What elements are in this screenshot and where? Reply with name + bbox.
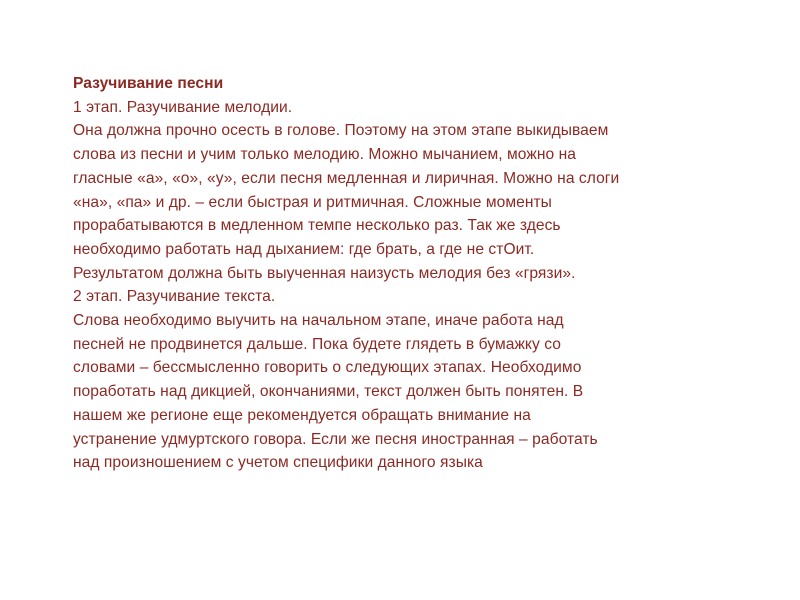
paragraph-line: Она должна прочно осесть в голове. Поэтому на этом этапе выкидываем	[73, 122, 609, 140]
text-block	[73, 72, 773, 475]
paragraph-line: Результатом должна быть выученная наизусть мелодия без «грязи».	[73, 264, 576, 282]
paragraph-line: слова из песни и учим только мелодию. Можно мычанием, можно на	[73, 146, 576, 164]
paragraph-line: прорабатываются в медленном темпе несколько раз. Так же здесь	[73, 217, 561, 235]
paragraph-line: нашем же регионе еще рекомендуется обращать внимание на	[73, 406, 531, 424]
stage-1-heading: 1 этап. Разучивание мелодии.	[73, 98, 293, 116]
slide-title: Разучивание песни	[73, 75, 224, 92]
paragraph-line: словами – бессмысленно говорить о следующих этапах. Необходимо	[73, 359, 582, 377]
paragraph-line: над произношением с учетом специфики данного языка	[73, 454, 483, 472]
paragraph-line: Слова необходимо выучить на начальном этапе, иначе работа над	[73, 312, 564, 330]
paragraph-line: песней не продвинется дальше. Пока будете глядеть в бумажку со	[73, 335, 561, 353]
paragraph-line: устранение удмуртского говора. Если же песня иностранная – работать	[73, 430, 598, 448]
stage-2-heading: 2 этап. Разучивание текста.	[73, 288, 276, 306]
paragraph-line: «на», «па» и др. – если быстрая и ритмичная. Сложные моменты	[73, 193, 552, 211]
paragraph-line: необходимо работать над дыханием: где брать, а где не стОит.	[73, 240, 535, 258]
paragraph-line: гласные «а», «о», «у», если песня медленная и лиричная. Можно на слоги	[73, 169, 620, 187]
paragraph-line: поработать над дикцией, окончаниями, текст должен быть понятен. В	[73, 383, 584, 401]
